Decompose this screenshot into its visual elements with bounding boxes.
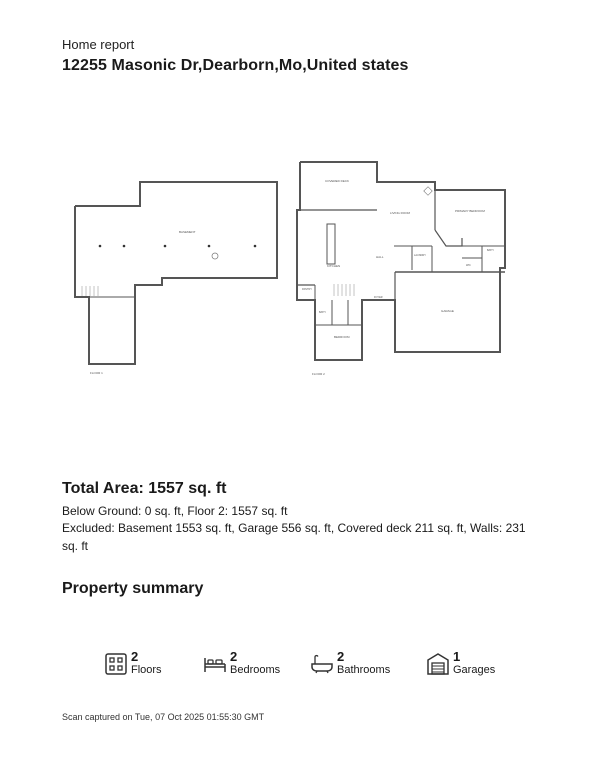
floors-count: 2 — [131, 649, 139, 664]
bathtub-icon — [310, 652, 334, 676]
floor-2-outer-walls — [297, 162, 505, 360]
room-living: LIVING ROOM — [390, 211, 411, 215]
basement-walls — [75, 182, 277, 364]
basement-columns — [99, 245, 257, 248]
floor-plan — [62, 150, 532, 385]
room-foyer: FOYER — [374, 296, 383, 299]
floors-label: Floors — [131, 664, 162, 676]
floor-1-plan — [75, 182, 277, 364]
room-wic: WIC — [466, 264, 471, 267]
floors-icon — [104, 652, 128, 676]
stat-garages — [426, 650, 495, 677]
floor-2-plan — [297, 162, 505, 360]
room-kitchen: KITCHEN — [327, 264, 341, 268]
room-garage: GARAGE — [441, 309, 454, 313]
stat-floors — [104, 650, 162, 677]
garages-count: 1 — [453, 649, 461, 664]
room-primary-bedroom: PRIMARY BEDROOM — [455, 209, 485, 213]
room-hall: HALL — [376, 255, 384, 259]
excluded-areas: Excluded: Basement 1553 sq. ft, Garage 556 sq. ft, Covered deck 211 sq. ft, Walls: 231 sq. ft — [62, 521, 526, 553]
bed-icon — [203, 652, 227, 676]
bathrooms-count: 2 — [337, 649, 345, 664]
stat-bedrooms — [203, 650, 280, 677]
bedrooms-count: 2 — [230, 649, 238, 664]
floor-1-label: FLOOR 1 — [90, 371, 103, 375]
floor-2-stairs — [334, 284, 354, 296]
floor-2-label: FLOOR 2 — [312, 372, 325, 376]
room-bath-hall: BATH — [319, 311, 326, 314]
stat-bathrooms — [310, 650, 390, 677]
room-pantry: PANTRY — [302, 288, 312, 291]
garage-icon — [426, 652, 450, 676]
report-label: Home report — [62, 37, 135, 52]
room-bath-primary: BATH — [487, 249, 494, 252]
scan-captured-timestamp: Scan captured on Tue, 07 Oct 2025 01:55:30 GMT — [62, 712, 265, 722]
bedrooms-label: Bedrooms — [230, 664, 281, 676]
room-bedroom: BEDROOM — [334, 335, 350, 339]
room-covered-deck: COVERED DECK — [325, 179, 350, 183]
area-breakdown: Below Ground: 0 sq. ft, Floor 2: 1557 sq. ft — [62, 504, 288, 518]
property-summary-title: Property summary — [62, 580, 204, 597]
room-laundry: LAUNDRY — [414, 254, 426, 257]
property-address: 12255 Masonic Dr,Dearborn,Mo,United states — [62, 57, 409, 74]
total-area: Total Area: 1557 sq. ft — [62, 480, 227, 497]
room-basement: BASEMENT — [179, 230, 196, 234]
bathrooms-label: Bathrooms — [337, 664, 391, 676]
garages-label: Garages — [453, 664, 496, 676]
basement-stairs — [82, 286, 98, 296]
